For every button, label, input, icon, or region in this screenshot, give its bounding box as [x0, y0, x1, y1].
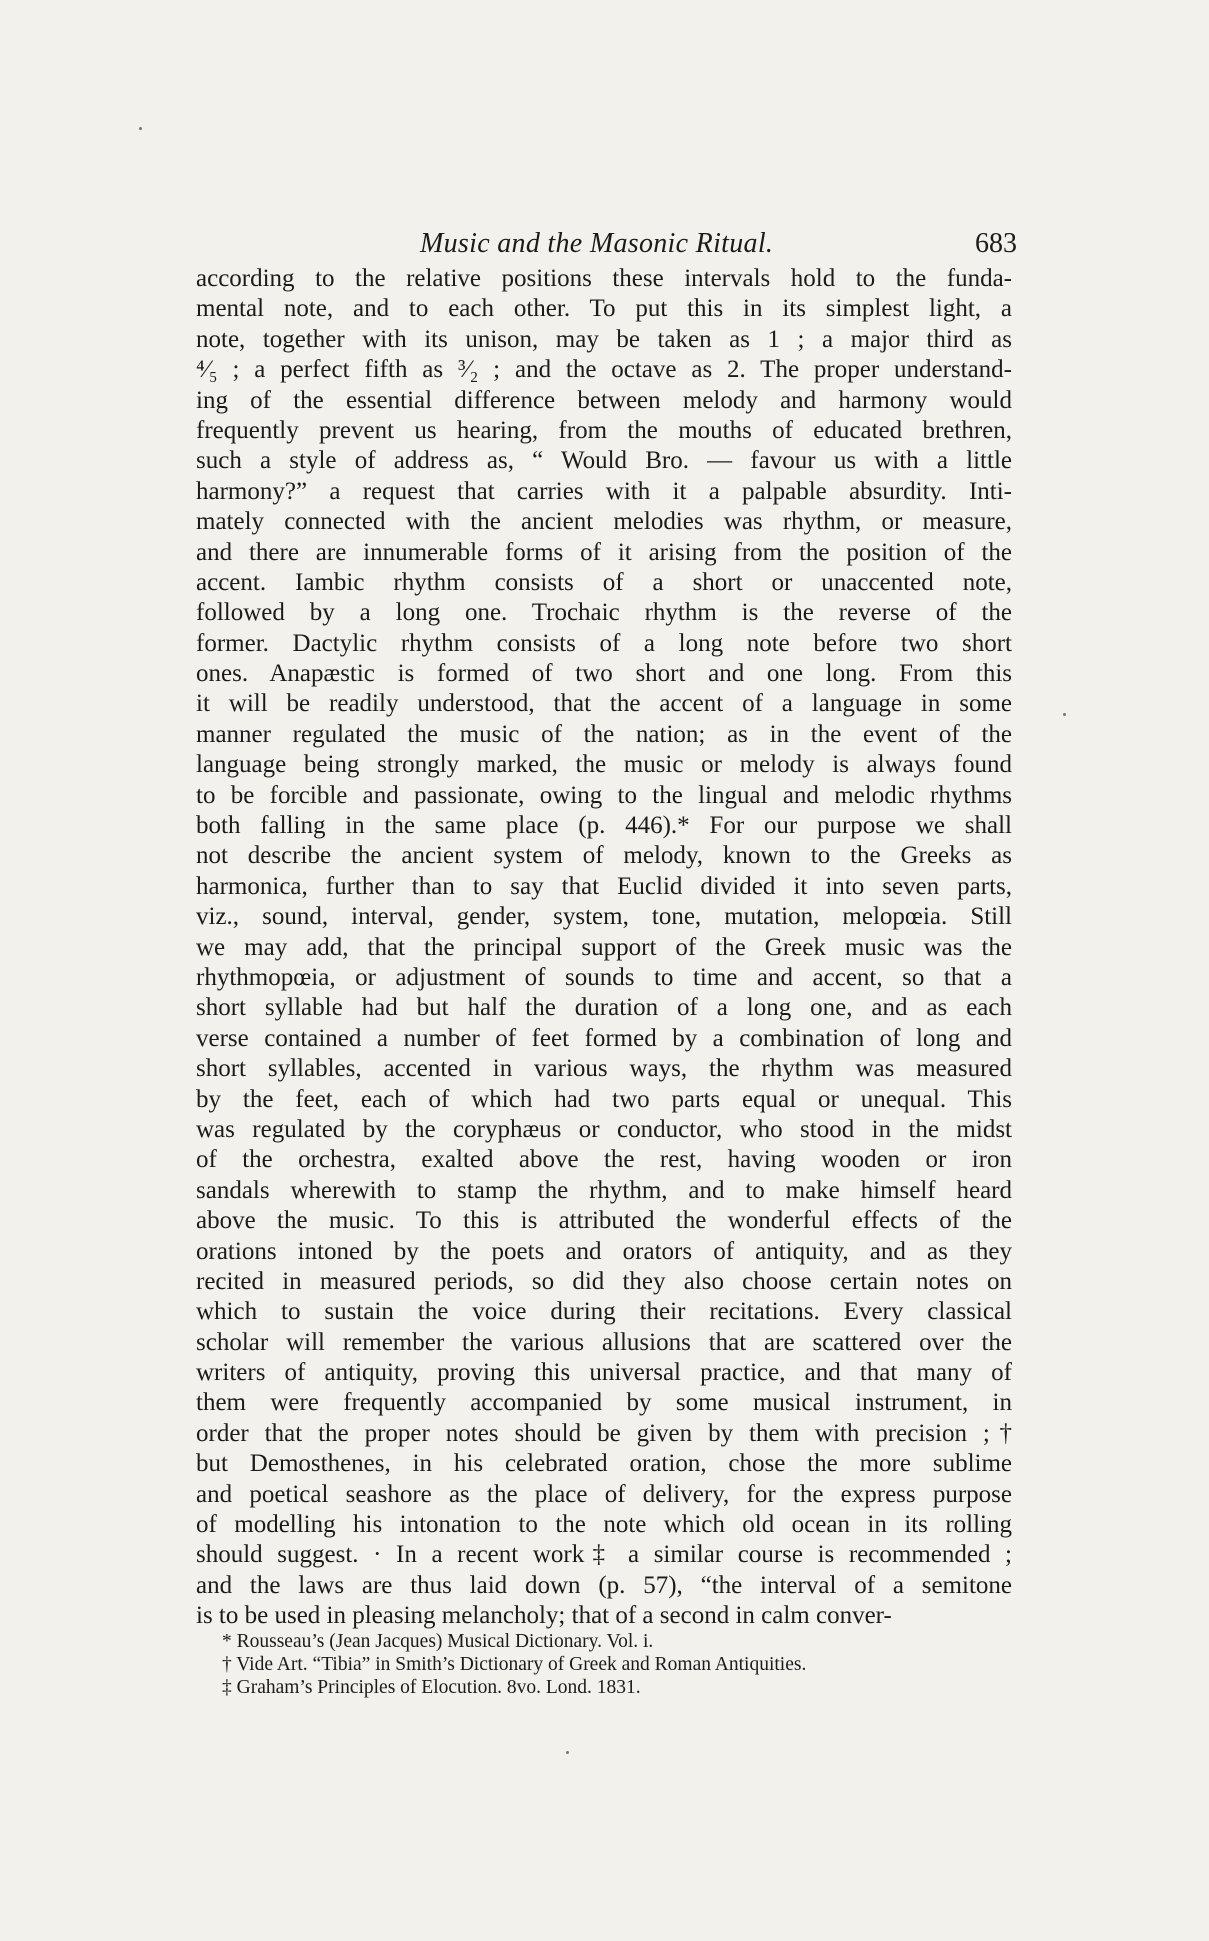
print-speck: [139, 127, 142, 130]
text-line: was regulated by the coryphæus or conductor, who stood in the midst: [196, 1115, 1012, 1143]
text-line: according to the relative positions these intervals hold to the funda-: [196, 265, 1012, 292]
text-line: scholar will remember the various allusions that are scattered over the: [196, 1328, 1012, 1356]
page-number: 683: [975, 228, 1017, 259]
footnote: ‡ Graham’s Principles of Elocution. 8vo. Lond. 1831.: [222, 1677, 641, 1698]
print-speck: [1063, 713, 1066, 716]
footnote: † Vide Art. “Tibia” in Smith’s Dictionary of Greek and Roman Antiquities.: [222, 1654, 807, 1675]
text-line: viz., sound, interval, gender, system, tone, mutation, melopœia. Still: [196, 903, 1012, 931]
text-line: ones. Anapæstic is formed of two short and one long. From this: [196, 660, 1012, 688]
text-line: of modelling his intonation to the note which old ocean in its rolling: [196, 1511, 1012, 1539]
text-line: is to be used in pleasing melancholy; that of a second in calm conver-: [196, 1602, 892, 1630]
text-line: of the orchestra, exalted above the rest, having wooden or iron: [196, 1146, 1012, 1174]
text-line: and the laws are thus laid down (p. 57), “the interval of a semitone: [196, 1571, 1012, 1599]
text-line: short syllable had but half the duration of a long one, and as each: [196, 994, 1012, 1022]
text-line: above the music. To this is attributed the wonderful effects of the: [196, 1207, 1012, 1235]
text-line: short syllables, accented in various ways, the rhythm was measured: [196, 1055, 1012, 1083]
text-line: order that the proper notes should be given by them with precision ;†: [196, 1419, 1012, 1447]
text-line: manner regulated the music of the nation; as in the event of the: [196, 720, 1012, 748]
print-speck: [566, 1751, 569, 1754]
text-line: it will be readily understood, that the accent of a language in some: [196, 690, 1012, 718]
text-line: and there are innumerable forms of it arising from the position of the: [196, 538, 1012, 566]
text-line: sandals wherewith to stamp the rhythm, and to make himself heard: [196, 1176, 1012, 1204]
text-line: we may add, that the principal support of the Greek music was the: [196, 933, 1012, 961]
text-line: mately connected with the ancient melodies was rhythm, or measure,: [196, 508, 1012, 536]
text-line: and poetical seashore as the place of delivery, for the express purpose: [196, 1480, 1012, 1508]
text-line: by the feet, each of which had two parts equal or unequal. This: [196, 1085, 1012, 1113]
body-text: [196, 264, 1012, 1632]
text-line: such a style of address as, “ Would Bro. — favour us with a little: [196, 447, 1012, 475]
footnotes: [222, 1630, 1012, 1699]
text-line: frequently prevent us hearing, from the mouths of educated brethren,: [196, 416, 1012, 444]
text-line: them were frequently accompanied by some musical instrument, in: [196, 1389, 1012, 1417]
text-line: harmonica, further than to say that Euclid divided it into seven parts,: [196, 872, 1012, 900]
text-line: writers of antiquity, proving this universal practice, and that many of: [196, 1359, 1012, 1387]
running-title: Music and the Masonic Ritual.: [420, 228, 774, 259]
text-line: recited in measured periods, so did they also choose certain notes on: [196, 1267, 1012, 1295]
footnote: * Rousseau’s (Jean Jacques) Musical Dictionary. Vol. i.: [222, 1631, 654, 1652]
text-line: ing of the essential difference between melody and harmony would: [196, 386, 1012, 414]
text-line: should suggest. · In a recent work‡ a similar course is recommended ;: [196, 1541, 1012, 1569]
text-line: to be forcible and passionate, owing to the lingual and melodic rhythms: [196, 781, 1012, 809]
text-line: both falling in the same place (p. 446).* For our purpose we shall: [196, 812, 1012, 840]
text-line: followed by a long one. Trochaic rhythm is the reverse of the: [196, 599, 1012, 627]
text-line: language being strongly marked, the music or melody is always found: [196, 751, 1012, 779]
text-line: ⁴⁄₅ ; a perfect fifth as ³⁄₂ ; and the octave as 2. The proper understand-: [196, 356, 1012, 384]
text-line: accent. Iambic rhythm consists of a short or unaccented note,: [196, 568, 1012, 596]
text-line: former. Dactylic rhythm consists of a long note before two short: [196, 629, 1012, 657]
text-line: not describe the ancient system of melody, known to the Greeks as: [196, 842, 1012, 870]
text-line: rhythmopœia, or adjustment of sounds to time and accent, so that a: [196, 963, 1012, 991]
text-line: harmony?” a request that carries with it a palpable absurdity. Inti-: [196, 477, 1012, 505]
text-line: but Demosthenes, in his celebrated oration, chose the more sublime: [196, 1450, 1012, 1478]
text-line: note, together with its unison, may be taken as 1 ; a major third as: [196, 325, 1012, 353]
text-line: which to sustain the voice during their recitations. Every classical: [196, 1298, 1012, 1326]
text-line: verse contained a number of feet formed by a combination of long and: [196, 1024, 1012, 1052]
text-line: mental note, and to each other. To put this in its simplest light, a: [196, 295, 1012, 323]
text-line: orations intoned by the poets and orators of antiquity, and as they: [196, 1237, 1012, 1265]
